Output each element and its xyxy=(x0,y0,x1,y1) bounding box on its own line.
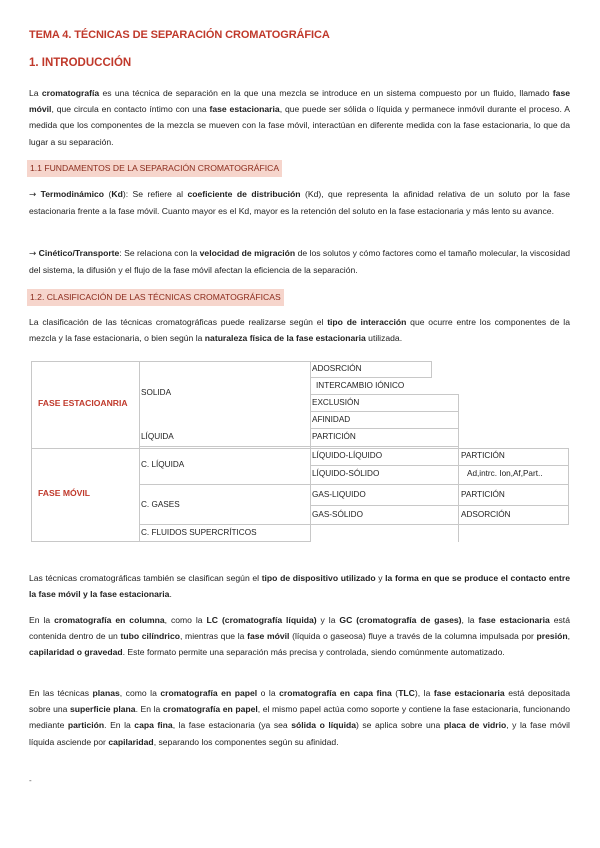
table-cell-afinidad: AFINIDAD xyxy=(312,415,351,424)
subsection-heading-fundamentos: 1.1 FUNDAMENTOS DE LA SEPARACIÓN CROMATOGRÁFICA xyxy=(27,160,282,177)
table-group-fase-estacionaria: FASE ESTACIOANRIA xyxy=(38,398,128,408)
arrow-right-icon: → xyxy=(29,249,37,259)
table-cell-result-particion-2: PARTICIÓN xyxy=(461,490,505,499)
table-cell-gas-solido: GAS-SÓLIDO xyxy=(312,510,363,519)
table-cell-intercambio: INTERCAMBIO IÓNICO xyxy=(316,381,405,390)
document-title: TEMA 4. TÉCNICAS DE SEPARACIÓN CROMATOGRÁFICA xyxy=(29,29,330,41)
footer-mark: - xyxy=(29,776,32,785)
table-cell-c-fluidos: C. FLUIDOS SUPERCRÍTICOS xyxy=(141,528,257,537)
intro-paragraph: La cromatografía es una técnica de separación en la que una mezcla se introduce en un sistema compuesto por un fluido, llamado fase móvil, que circula en contacto íntimo con una fase estacionaria, que puede ser sólida o líquida y permanece inmóvil durante el proceso. A medida que los componentes de la mezcla se mueven con la fase móvil, interactúan en diferente medida con la fase estacionaria, lo que da lugar a su separación. xyxy=(29,88,570,147)
table-cell-result-adintrc: Ad,intrc. Ion,Af,Part.. xyxy=(467,469,543,478)
table-cell-liquido-solido: LÍQUIDO-SÓLIDO xyxy=(312,469,380,478)
table-cell-adsorcion: ADOSRCIÓN xyxy=(312,364,362,373)
section-heading-introduccion: 1. INTRODUCCIÓN xyxy=(29,57,132,69)
classification-intro-paragraph: La clasificación de las técnicas cromatográficas puede realizarse según el tipo de interacción que ocurre entre los componentes de la mezcla y la fase estacionaria, o bien según la naturaleza física de la fase estacionaria utilizada. xyxy=(29,317,570,344)
planar-paragraph: En las técnicas planas, como la cromatografía en papel o la cromatografía en capa fina (TLC), la fase estacionaria está depositada sobre una superficie plana. En la cromatografía en papel, el mismo papel actúa como soporte y contiene la fase estacionaria, funcionando mediante partición. En la capa fina, la fase estacionaria (ya sea sólida o líquida) se aplica sobre una placa de vidrio, y la fase móvil líquida asciende por capilaridad, separando los componentes según su afinidad. xyxy=(29,688,570,747)
table-cell-solida: SOLIDA xyxy=(141,388,172,397)
table-cell-result-adsorcion: ADSORCIÓN xyxy=(461,510,511,519)
table-cell-c-liquida: C. LÍQUIDA xyxy=(141,460,185,469)
column-paragraph: En la cromatografía en columna, como la LC (cromatografía líquida) y la GC (cromatografía de gases), la fase estacionaria está contenida dentro de un tubo cilíndrico, mientras que la fase móvil (líquida o gaseosa) fluye a través de la columna impulsada por presión, capilaridad o gravedad. Este formato permite una separación más precisa y controlada, siendo comúnmente automatizado. xyxy=(29,615,570,658)
table-cell-gas-liquido: GAS-LIQUIDO xyxy=(312,490,366,499)
table-cell-particion: PARTICIÓN xyxy=(312,432,356,441)
arrow-right-icon: → xyxy=(29,190,37,200)
table-cell-liquida: LÍQUIDA xyxy=(141,432,174,441)
thermodynamic-paragraph: → Termodinámico (Kd): Se refiere al coeficiente de distribución (Kd), que representa la afinidad relativa de un soluto por la fase estacionaria frente a la fase móvil. Cuanto mayor es el Kd, mayor es la retención del soluto en la fase estacionaria y más lento su avance. xyxy=(29,189,571,217)
table-cell-exclusion: EXCLUSIÓN xyxy=(312,398,360,407)
device-paragraph: Las técnicas cromatográficas también se clasifican según el tipo de dispositivo utilizado y la forma en que se produce el contacto entre la fase móvil y la fase estacionaria. xyxy=(29,573,571,600)
subsection-heading-clasificacion: 1.2. CLASIFICACIÓN DE LAS TÉCNICAS CROMATOGRÁFICAS xyxy=(27,289,284,306)
kinetic-paragraph: → Cinético/Transporte: Se relaciona con la velocidad de migración de los solutos y cómo factores como el tamaño molecular, la viscosidad del sistema, la difusión y el flujo de la fase móvil afectan la eficiencia de la separación. xyxy=(29,248,570,276)
table-cell-liquido-liquido: LÍQUIDO-LÍQUIDO xyxy=(312,451,383,460)
table-group-fase-movil: FASE MÓVIL xyxy=(38,488,91,498)
table-cell-c-gases: C. GASES xyxy=(141,500,180,509)
table-cell-result-particion-1: PARTICIÓN xyxy=(461,451,505,460)
